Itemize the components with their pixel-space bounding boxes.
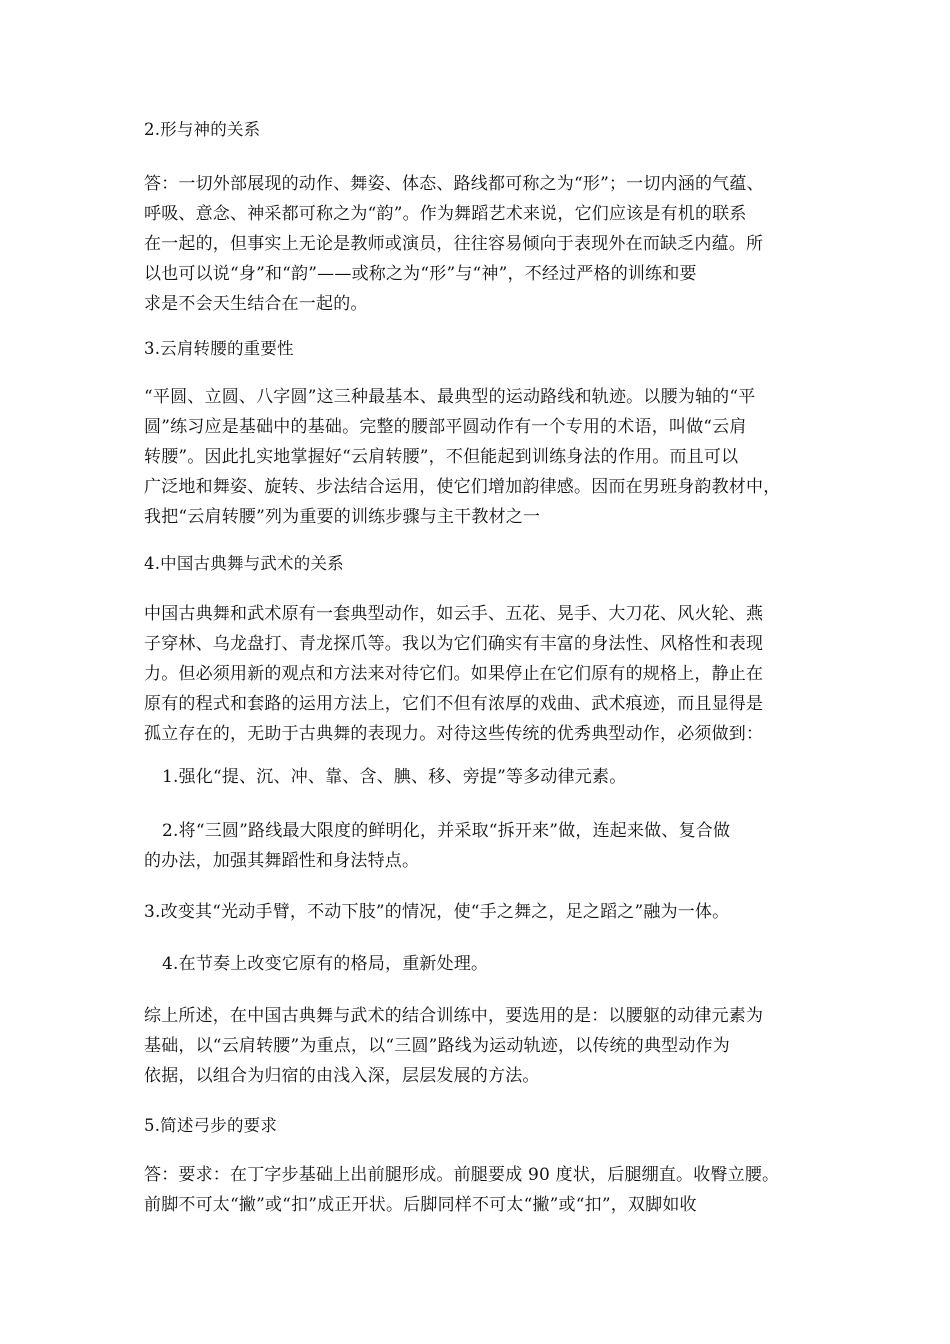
list-item-4: 4.在节奏上改变它原有的格局，重新处理。 — [162, 954, 489, 974]
paragraph-bow-stance: 答：要求：在丁字步基础上出前腿形成。前腿要成 90 度状，后腿绷直。收臀立腰。 前脚不可太“撇”或“扣”成正开状。后脚同样不可太“撇”或“扣”，双脚如收 — [144, 1165, 780, 1215]
list-item-3: 3.改变其“光动手臂，不动下肢”的情况，使“手之舞之，足之蹈之”融为一体。 — [144, 902, 730, 922]
summary-paragraph: 综上所述，在中国古典舞与武术的结合训练中，要选用的是：以腰躯的动律元素为 基础，以“云肩转腰”为重点，以“三圆”路线为运动轨迹，以传统的典型动作为 依据，以组合为归宿的由浅入深，层层发展的方法。 — [144, 1006, 764, 1086]
paragraph-dance-and-martial-arts: 中国古典舞和武术原有一套典型动作，如云手、五花、晃手、大刀花、风火轮、燕 子穿林、乌龙盘打、青龙探爪等。我以为它们确实有丰富的身法性、风格性和表现 力。但必须用新的观点和方法来对待它们。如果停止在它们原有的规格上，静止在 原有的程式和套路的运用方法上，它们不但有浓厚的戏曲、武术痕迹，而且显得是 孤立存在的，无助于古典舞的表现力。对待这些传统的优秀典型动作，必须做到： — [144, 604, 764, 744]
list-item-1: 1.强化“提、沉、冲、靠、含、腆、移、旁提”等多动律元素。 — [162, 767, 627, 787]
section-heading-dance-and-martial-arts: 4.中国古典舞与武术的关系 — [144, 554, 344, 573]
list-item-2: 2.将“三圆”路线最大限度的鲜明化，并采取“拆开来”做，连起来做、复合做 的办法，加强其舞蹈性和身法特点。 — [144, 821, 731, 871]
section-heading-form-and-spirit: 2.形与神的关系 — [144, 120, 261, 139]
paragraph-yunjian-zhuanyao: “平圆、立圆、八字圆”这三种最基本、最典型的运动路线和轨迹。以腰为轴的“平 圆”练习应是基础中的基础。完整的腰部平圆动作有一个专用的术语，叫做“云肩 转腰”。因此扎实地掌握好“云肩转腰”，不但能起到训练身法的作用。而且可以 广泛地和舞姿、旋转、步法结合运用，使它们增加韵律感。因而在男班身韵教材中， 我把“云肩转腰”列为重要的训练步骤与主干教材之一 — [144, 387, 781, 527]
section-heading-yunjian-zhuanyao: 3.云肩转腰的重要性 — [144, 339, 294, 358]
paragraph-form-and-spirit: 答：一切外部展现的动作、舞姿、体态、路线都可称之为“形”；一切内涵的气蕴、 呼吸、意念、神采都可称之为“韵”。作为舞蹈艺术来说，它们应该是有机的联系 在一起的，但事实上无论是教师或演员，往往容易倾向于表现外在而缺乏内蕴。所 以也可以说“身”和“韵”——或称之为“形”与“神”，不经过严格的训练和要 求是不会天生结合在一起的。 — [144, 174, 764, 314]
section-heading-bow-stance: 5.简述弓步的要求 — [144, 1116, 278, 1135]
